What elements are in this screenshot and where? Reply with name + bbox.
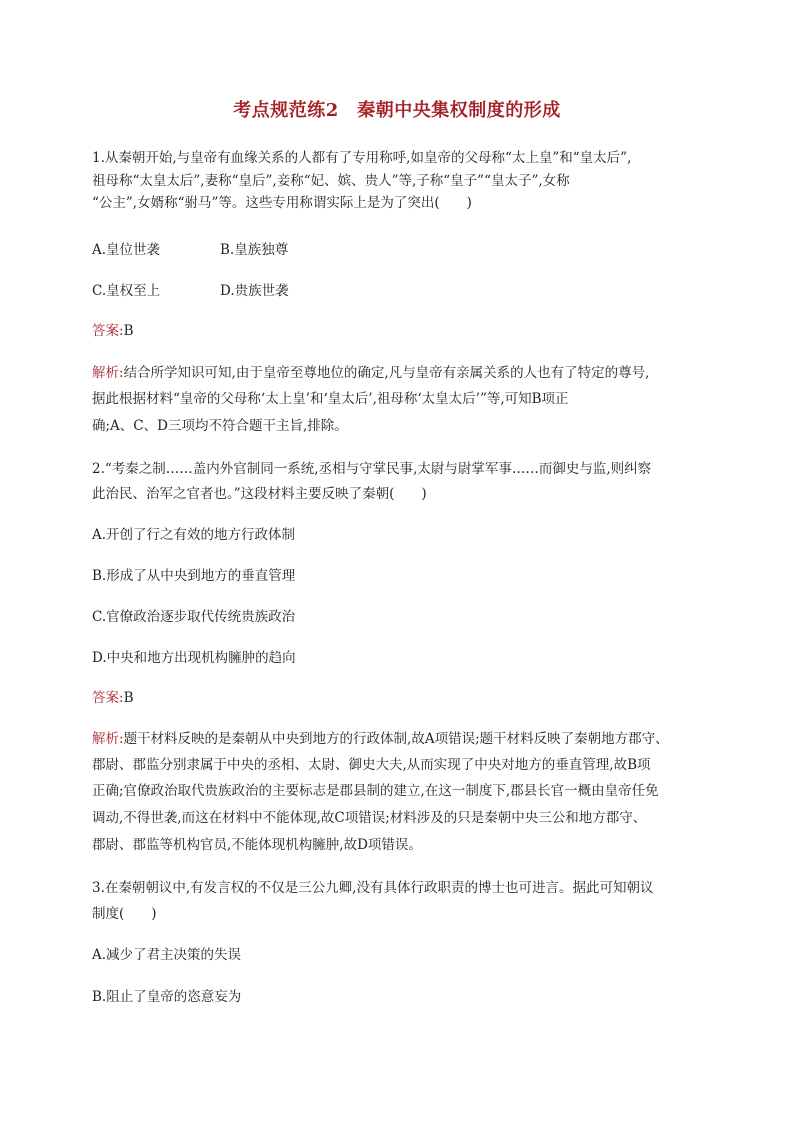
- q1-analysis-line-2: 据此根据材料“皇帝的父母称‘太上皇’和‘皇太后’,祖母称‘太皇太后’”等,可知B项正: [92, 391, 569, 407]
- q2-analysis-text-1: 题干材料反映的是秦朝从中央到地方的行政体制,故A项错误;题干材料反映了秦朝地方郡守、: [123, 731, 669, 747]
- q2-option-b: B.形成了从中央到地方的垂直管理: [92, 568, 296, 584]
- q2-analysis-line-1: [92, 730, 669, 748]
- q1-analysis-label: 解析:: [92, 365, 124, 381]
- q2-analysis-line-4: 调动,不得世袭,而这在材料中不能体现,故C项错误;材料涉及的只是秦朝中央三公和地方郡守、: [92, 810, 647, 826]
- q2-answer-label: 答案:: [92, 690, 124, 706]
- q1-analysis-text-1: 结合所学知识可知,由于皇帝至尊地位的确定,凡与皇帝有亲属关系的人也有了特定的尊号,: [123, 365, 650, 381]
- q1-option-c: C.皇权至上: [92, 283, 161, 299]
- q1-stem-line-3: “公主”,女婿称“驸马”等。这些专用称谓实际上是为了突出( ): [92, 195, 472, 211]
- page-title: 考点规范练2 秦朝中央集权制度的形成: [233, 100, 561, 121]
- q2-answer: [92, 689, 133, 707]
- q2-stem-line-1: 2.“考秦之制……盖内外官制同一系统,丞相与守掌民事,太尉与尉掌军事……而御史与监,则纠察: [92, 461, 652, 477]
- q1-option-d: D.贵族世袭: [220, 283, 289, 299]
- q2-stem-line-2: 此治民、治军之官者也。”这段材料主要反映了秦朝( ): [92, 486, 427, 502]
- q3-stem-line-1: 3.在秦朝朝议中,有发言权的不仅是三公九卿,没有具体行政职责的博士也可进言。据此可知朝议: [92, 880, 654, 896]
- q1-analysis-line-1: [92, 364, 649, 382]
- q3-option-a: A.减少了君主决策的失误: [92, 947, 242, 963]
- q2-analysis-line-5: 郡尉、郡监等机构官员,不能体现机构臃肿,故D项错误。: [92, 837, 422, 853]
- q1-answer-value: B: [123, 323, 134, 339]
- q2-analysis-line-2: 郡尉、郡监分别隶属于中央的丞相、太尉、御史大夫,从而实现了中央对地方的垂直管理,故B项: [92, 757, 651, 773]
- q1-answer: [92, 322, 133, 340]
- q2-analysis-label: 解析:: [92, 731, 124, 747]
- q2-option-d: D.中央和地方出现机构臃肿的趋向: [92, 650, 296, 666]
- q1-stem-line-1: 1.从秦朝开始,与皇帝有血缘关系的人都有了专用称呼,如皇帝的父母称“太上皇”和“皇太后”,: [92, 150, 632, 166]
- q1-answer-label: 答案:: [92, 323, 124, 339]
- q1-option-a: A.皇位世袭: [92, 242, 161, 258]
- q2-option-c: C.官僚政治逐步取代传统贵族政治: [92, 609, 296, 625]
- q3-stem-line-2: 制度( ): [92, 906, 157, 922]
- q2-analysis-line-3: 正确;官僚政治取代贵族政治的主要标志是郡县制的建立,在这一制度下,郡县长官一概由皇帝任免: [92, 783, 659, 799]
- q2-answer-value: B: [123, 690, 134, 706]
- q1-analysis-line-3: 确;A、C、D三项均不符合题干主旨,排除。: [92, 418, 348, 434]
- q2-option-a: A.开创了行之有效的地方行政体制: [92, 527, 296, 543]
- q3-option-b: B.阻止了皇帝的恣意妄为: [92, 989, 242, 1005]
- q1-option-b: B.皇族独尊: [220, 242, 289, 258]
- q1-stem-line-2: 祖母称“太皇太后”,妻称“皇后”,妾称“妃、嫔、贵人”等,子称“皇子”“皇太子”,女称: [92, 173, 570, 189]
